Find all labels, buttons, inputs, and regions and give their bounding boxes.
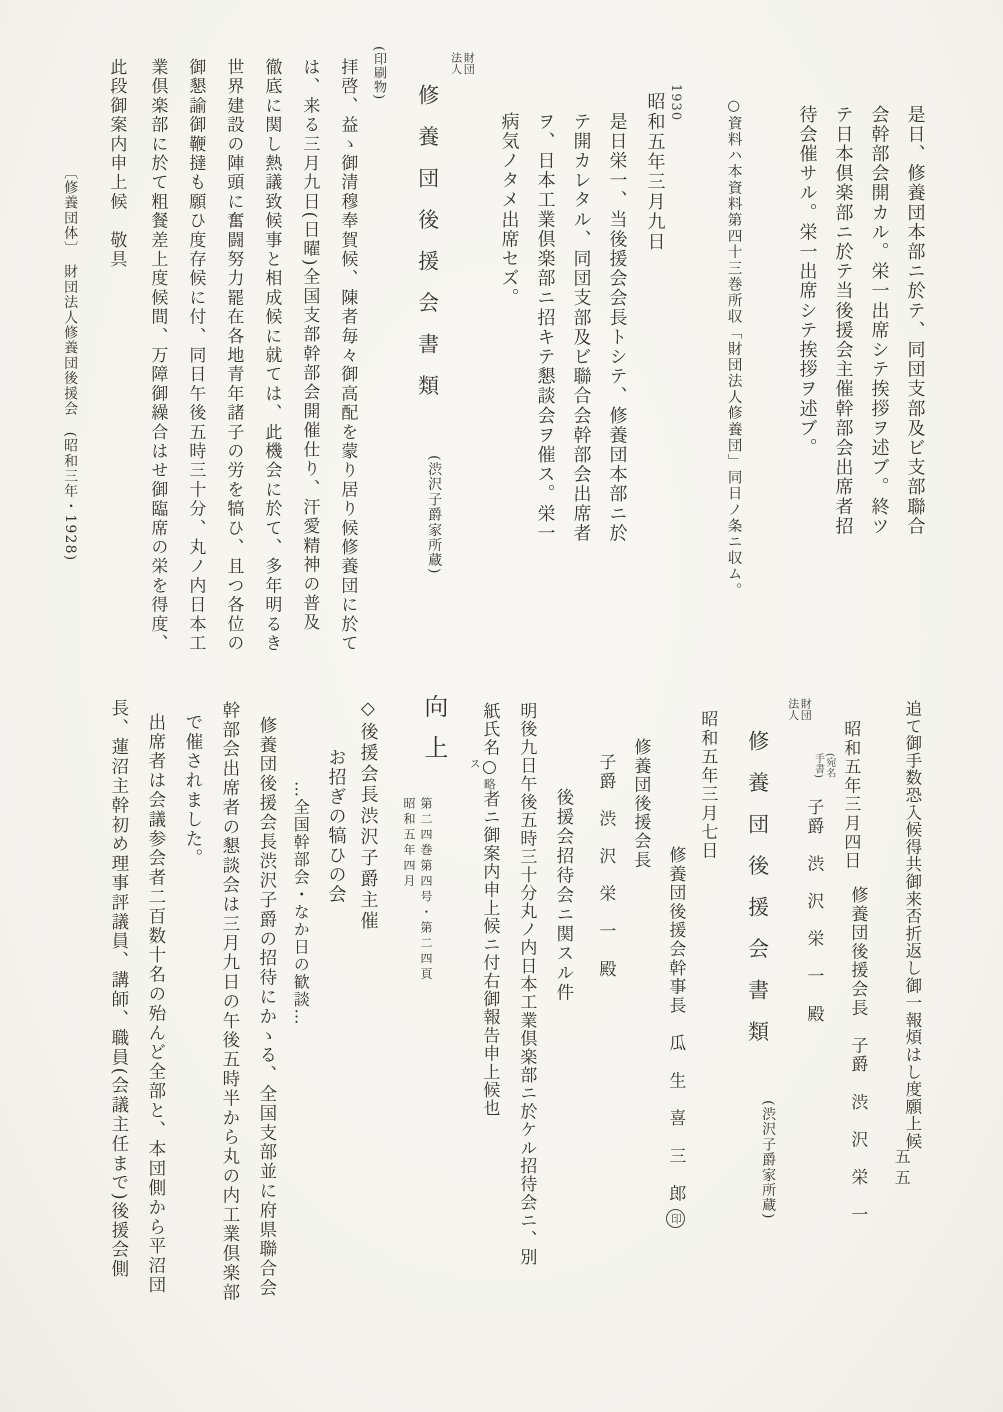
biography-entry-line: 是日、修養団本部ニ於テ、同団支部及ビ支部聯合 (904, 105, 926, 537)
biography-entry-line: テ開カレタル、同団支部及ビ聯合会幹部会出席者 (570, 112, 592, 544)
org-prefix-zaidan-hojin (449, 52, 474, 75)
article-paragraph-line: 出席者は会議参会者二百数十名の殆んど全部と、本団側から平沼団 (145, 713, 166, 1295)
biography-entry-line: 会幹部会開カル。栄一出席シテ挨拶ヲ述ブ。終ツ (868, 105, 890, 537)
letter-line: 御懇諭御鞭撻も願ひ度存候に付、同日午後五時三十分、丸ノ内日本工 (185, 58, 206, 654)
article-subheadline: …全国幹部会・なか日の歓談… (291, 781, 311, 1026)
report-body-text: 紙氏名 (479, 702, 500, 757)
addressee-annotation-line: (宛名 (824, 753, 835, 779)
letter-addressee-title: 修養団後援会長 (630, 738, 651, 870)
seal-mark: 印 (666, 1209, 685, 1228)
org-prefix-zaidan-hojin (786, 698, 811, 721)
report-body-line: 明後九日午後五時三十分丸ノ内日本工業倶楽部ニ於ケル招待会ニ、別 (516, 702, 537, 1267)
article-headline-second: お招ぎの犒ひの会 (325, 748, 347, 904)
letter-date: 昭和五年三月四日 (840, 720, 861, 871)
letter-line: 世界建設の陣頭に奮闘努力罷在各地青年諸子の労を犒ひ、且つ各位の (223, 58, 244, 654)
letter-closing: 此段御案内申上候 敬具 (106, 58, 127, 270)
biography-entry-line: 病気ノタメ出席セズ。 (498, 112, 520, 308)
report-body-line (468, 702, 500, 1118)
omission-note: 略 (482, 777, 497, 790)
article-paragraph-line: 修養団後援会長渋沢子爵の招待にかゝる、全国支部並に府県聯合会 (256, 716, 277, 1298)
provenance-note: (渋沢子爵家所蔵) (426, 455, 443, 575)
circle-mark: ○ (479, 756, 500, 778)
letter-addressee: 子爵 渋 沢 栄 一 殿 (803, 798, 824, 1024)
article-headline: ◇後援会長渋沢子爵主催 (357, 698, 379, 932)
letter-addressee: 子爵 渋 沢 栄 一 殿 (595, 753, 616, 979)
biography-entry-line: 待会催サル。栄一出席シテ挨拶ヲ述ブ。 (796, 105, 818, 458)
org-prefix-line: 法人 (786, 698, 800, 721)
postscript-line: 追て御手数恐入候得共御来否折返し御一報煩はし度願上候 (902, 700, 922, 1150)
letter-date: 昭和五年三月七日 (697, 710, 718, 861)
org-prefix-line: 法人 (449, 52, 463, 75)
format-note: (印刷物) (371, 46, 387, 101)
source-note: ○資料ハ本資料第四十三巻所収「財団法人修養団」同日ノ条ニ収ム。 (725, 98, 742, 599)
article-paragraph-line: 長、蓮沼主幹初め理事評議員、講師、職員(会議主任まで)後援会側 (108, 699, 129, 1280)
addressee-annotation (812, 753, 835, 778)
omission-circle (468, 756, 500, 778)
biography-entry-line: 是日栄一、当後援会会長トシテ、修養団本部ニ於 (606, 112, 628, 544)
addressee-annotation-line: 手書) (812, 753, 824, 779)
letter-line: 拝啓、益ゝ御清穆奉賀候、陳者毎々御高配を蒙り居り候修養団に於て (337, 58, 358, 654)
letter-subject: 後援会招待会ニ関スル件 (553, 788, 574, 1003)
sender-name: 修養団後援会幹事長 瓜 生 喜 三 郎 (665, 846, 686, 1204)
citation-date: 昭和五年四月 (401, 797, 416, 890)
org-prefix-line: 財団 (799, 698, 813, 721)
omission-note-side: ス (468, 757, 482, 769)
article-paragraph-line: で催されました。 (182, 713, 203, 869)
year-label: 1930 (668, 84, 684, 122)
magazine-title: 向上 (419, 694, 448, 776)
letter-sender: 修養団後援会長 子爵 渋 沢 栄 一 (847, 886, 868, 1225)
document-title: 修養団後援会書類 (745, 730, 770, 1062)
letter-line: 徹底に関し熱議致候事と相成候に就ては、此機会に於て、多年明るき (261, 58, 282, 654)
article-paragraph-line: 幹部会出席者の懇談会は三月九日の午後五時半から丸の内工業倶楽部 (219, 701, 240, 1303)
biography-entry-line: テ日本倶楽部ニ於テ当後援会主催幹部会出席者招 (832, 105, 854, 537)
report-body-text: 者ニ御案内申上候ニ付右御報告申上候也 (479, 789, 500, 1118)
letter-sender (666, 846, 685, 1228)
citation-volume: 第二四巻第四号・第二四頁 (418, 797, 433, 983)
date-heading: 昭和五年三月九日 (644, 92, 666, 252)
attribution: 〔修養団体〕 財団法人修養団後援会 (昭和三年・1928) (62, 165, 79, 562)
provenance-note: (渋沢子爵家所蔵) (760, 1100, 777, 1220)
org-prefix-line: 財団 (462, 52, 476, 75)
letter-line: は、来る三月九日(日曜)全国支部幹部会開催仕り、汗愛精神の普及 (299, 58, 320, 633)
document-title: 修養団後援会書類 (415, 84, 440, 416)
letter-line: 業倶楽部に於て粗餐差上度候間、万障御繰合はせ御臨席の栄を得度、 (147, 58, 168, 654)
biography-entry-line: ヲ、日本工業倶楽部ニ招キテ懇談会ヲ催ス。栄一 (534, 112, 556, 544)
page-number: 五五 (892, 1148, 912, 1190)
